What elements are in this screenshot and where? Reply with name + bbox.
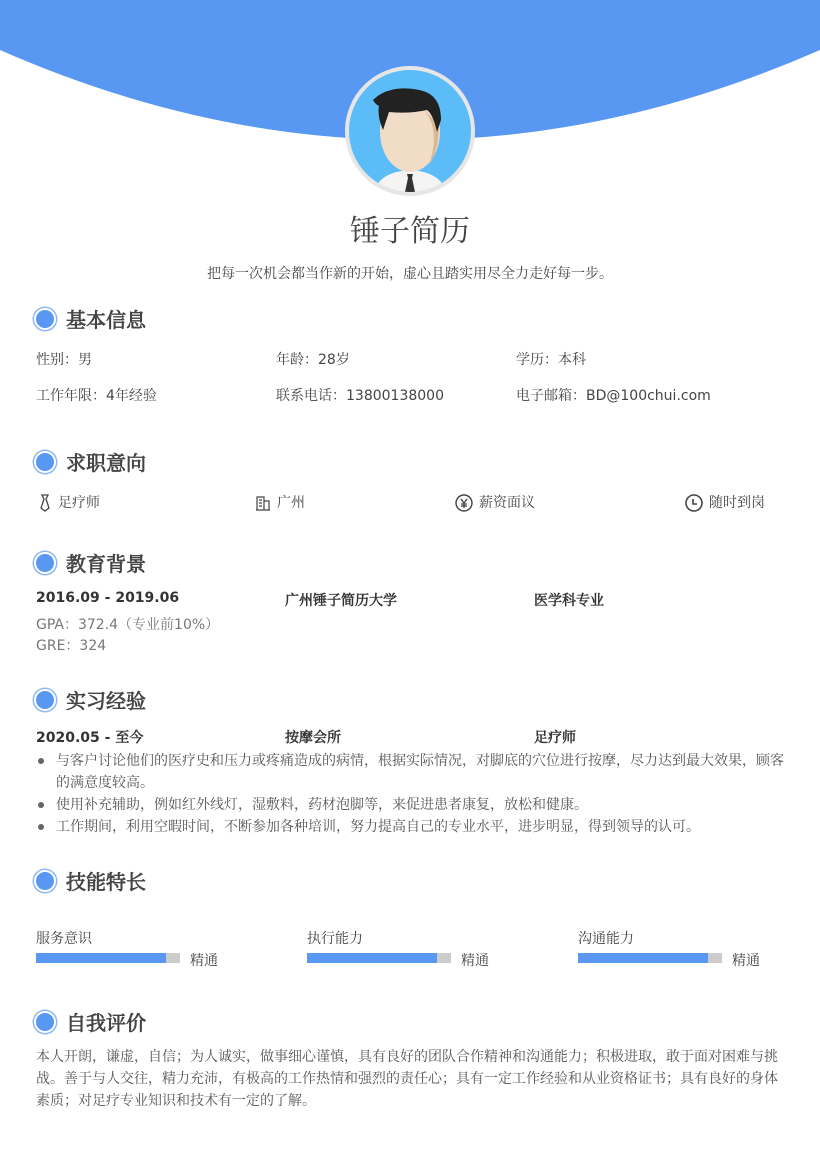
age: 年龄：28岁 <box>276 352 350 368</box>
list-item: 使用补充辅助，例如红外线灯，湿敷料，药材泡脚等，来促进患者康复，放松和健康。 <box>36 794 788 816</box>
intent-position: 足疗师 <box>58 495 100 511</box>
avatar <box>345 66 475 196</box>
section-title: 自我评价 <box>66 1011 146 1035</box>
section-basic-info <box>34 304 146 333</box>
section-title: 教育背景 <box>66 552 146 576</box>
skill-name: 服务意识 <box>36 931 92 947</box>
intent-availability: 随时到岗 <box>709 495 765 511</box>
edu-gre: GRE：324 <box>36 638 107 654</box>
edu-period: 2016.09 - 2019.06 <box>36 590 180 606</box>
skill-level: 精通 <box>190 953 218 969</box>
skill-level: 精通 <box>732 953 760 969</box>
skill-bar <box>578 953 722 963</box>
list-item: 工作期间，利用空暇时间，不断参加各种培训，努力提高自己的专业水平，进步明显，得到领导的认可。 <box>36 816 788 838</box>
intent-salary: 薪资面议 <box>479 495 535 511</box>
self-evaluation-text: 本人开朗，谦虚，自信；为人诚实，做事细心谨慎，具有良好的团队合作精神和沟通能力；积极进取，敢于面对困难与挑战。善于与人交往，精力充沛，有极高的工作热情和强烈的责任心；具有一定工作经验和从业资格证书；具有良好的身体素质；对足疗专业知识和技术有一定的了解。 <box>36 1049 778 1109</box>
section-dot-icon <box>34 552 56 574</box>
skill-level: 精通 <box>461 953 489 969</box>
email: 电子邮箱：BD@100chui.com <box>516 388 711 404</box>
section-dot-icon <box>34 308 56 330</box>
work-years: 工作年限：4年经验 <box>36 388 157 404</box>
intern-company: 按摩会所 <box>285 730 341 746</box>
education: 学历：本科 <box>516 352 586 368</box>
section-skills <box>34 866 146 895</box>
skill-name: 执行能力 <box>307 931 363 947</box>
skill-bar-fill <box>307 953 437 963</box>
intern-period: 2020.05 - 至今 <box>36 730 144 746</box>
intern-role: 足疗师 <box>534 730 576 746</box>
clock-icon <box>685 494 703 512</box>
section-internship <box>34 685 146 714</box>
edu-gpa: GPA：372.4（专业前10%） <box>36 617 220 633</box>
section-title: 求职意向 <box>66 451 146 475</box>
resume-name: 锤子简历 <box>350 214 470 249</box>
section-dot-icon <box>34 689 56 711</box>
section-title: 技能特长 <box>66 870 146 894</box>
skill-bar-fill <box>36 953 166 963</box>
section-job-intent <box>34 447 146 476</box>
gender: 性别：男 <box>36 352 92 368</box>
building-icon <box>255 495 271 511</box>
phone: 联系电话：13800138000 <box>276 388 444 404</box>
section-dot-icon <box>34 870 56 892</box>
section-self-evaluation <box>34 1007 146 1036</box>
section-dot-icon <box>34 451 56 473</box>
intern-duties <box>36 750 788 838</box>
motto: 把每一次机会都当作新的开始，虚心且踏实用尽全力走好每一步。 <box>207 266 613 282</box>
skill-bar <box>36 953 180 963</box>
edu-major: 医学科专业 <box>534 593 604 609</box>
intent-city: 广州 <box>277 495 305 511</box>
section-dot-icon <box>34 1011 56 1033</box>
yuan-icon <box>455 494 473 512</box>
skill-name: 沟通能力 <box>578 931 634 947</box>
edu-school: 广州锤子简历大学 <box>285 593 397 609</box>
skill-bar-fill <box>578 953 708 963</box>
section-title: 实习经验 <box>66 689 146 713</box>
section-title: 基本信息 <box>66 308 146 332</box>
list-item: 与客户讨论他们的医疗史和压力或疼痛造成的病情，根据实际情况，对脚底的穴位进行按摩，尽力达到最大效果，顾客的满意度较高。 <box>36 750 788 794</box>
skill-bar <box>307 953 451 963</box>
tie-icon <box>38 494 52 512</box>
section-education <box>34 548 146 577</box>
